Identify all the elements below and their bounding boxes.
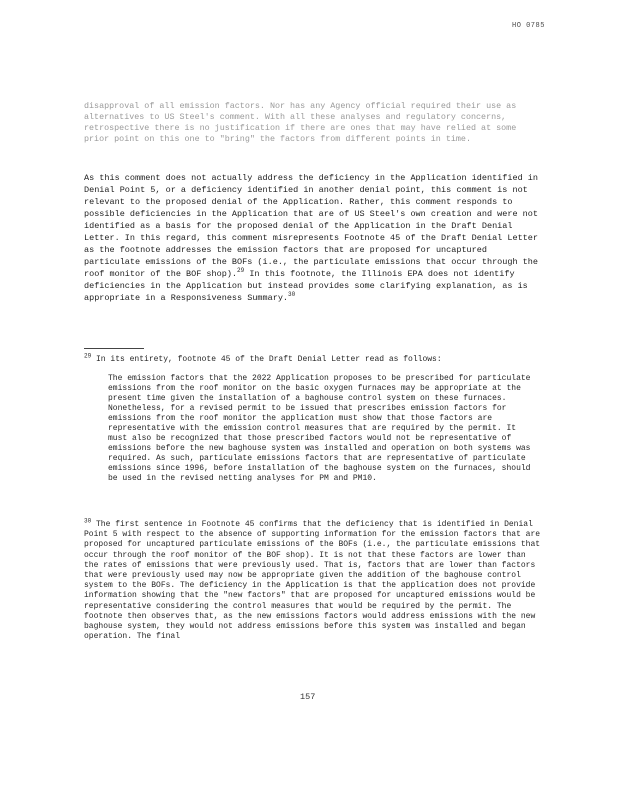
faded-top-paragraph: disapproval of all emission factors. Nor has any Agency official required their use as alternatives to US Steel's comment. With all these analyses and regulatory concerns, retrospective there is no justification if there are ones that may have relied at some prior point on this one to "bring" the factors from different points in time. bbox=[84, 101, 517, 144]
main-paragraph bbox=[84, 172, 540, 304]
footnote-29-intro: In its entirety, footnote 45 of the Draft Denial Letter read as follows: bbox=[91, 355, 442, 364]
footnote-ref-29[interactable]: 29 bbox=[237, 267, 245, 275]
page-number: 157 bbox=[300, 692, 316, 702]
footnote-30-marker: 30 bbox=[84, 517, 92, 525]
document-id-header: HO 0785 bbox=[512, 22, 545, 30]
footnote-29-marker: 29 bbox=[84, 352, 92, 360]
footnote-30-text: The first sentence in Footnote 45 confirms that the deficiency that is identified in Denial Point 5 with respect to the absence of supporting information for the emission factors that are proposed for uncaptured particulate emissions of the BOFs (i.e., the particulate emissions that occur through the roof monitor of the BOF shop). It is not that these factors are lower than the rates of emissions that were previously used. That is, factors that are lower than factors that were previously used may now be appropriate given the addition of the baghouse control system to the BOFs. The deficiency in the Application is that the application does not provide information showing that the "new factors" that are proposed for uncaptured emissions would be representative considering the control measures that would be required by the permit. The footnote then observes that, as the new emissions factors would address emissions with the new baghouse system, they would not address emissions before this system was installed and began operation. The final bbox=[84, 520, 541, 642]
main-paragraph-text: As this comment does not actually address the deficiency in the Application identified in Denial Point 5, or a deficiency identified in another denial point, this comment is not relevant to the proposed denial of the Application. Rather, this comment responds to possible deficiencies in the Application that are of US Steel's own creation and were not identified as a basis for the proposed denial of the Application in the Draft Denial Letter. In this regard, this comment misrepresents Footnote 45 of the Draft Denial Letter as the footnote addresses the emission factors that are proposed for uncaptured particulate emissions of the BOFs (i.e., the particulate emissions that occur through the roof monitor of the BOF shop). bbox=[84, 173, 538, 279]
footnote-30 bbox=[84, 517, 542, 642]
footnote-separator bbox=[84, 348, 144, 349]
main-paragraph-text-after: In this footnote, the Illinois EPA does not identify deficiencies in the Application but instead provides some clarifying explanation, as is appropriate in a Responsiveness Summary. bbox=[84, 269, 528, 303]
footnote-29 bbox=[84, 352, 544, 366]
footnote-29-block-quote: The emission factors that the 2022 Application proposes to be prescribed for particulate emissions from the roof monitor on the basic oxygen furnaces may be appropriate at the present time given the installation of a baghouse control system on these furnaces. Nonetheless, for a revised permit to be issued that prescribes emission factors for emissions from the roof monitor the application must show that those factors are representative with the emission control measures that are required by the permit. It must also be recognized that those prescribed factors would not be representative of emissions before the new baghouse system was installed and operation on both systems was required. As such, particulate emissions factors that are representative of particulate emissions since 1996, before installation of the baghouse system on the furnaces, should be used in the revised netting analyses for PM and PM10. bbox=[108, 374, 531, 483]
footnote-ref-30[interactable]: 30 bbox=[288, 291, 296, 299]
